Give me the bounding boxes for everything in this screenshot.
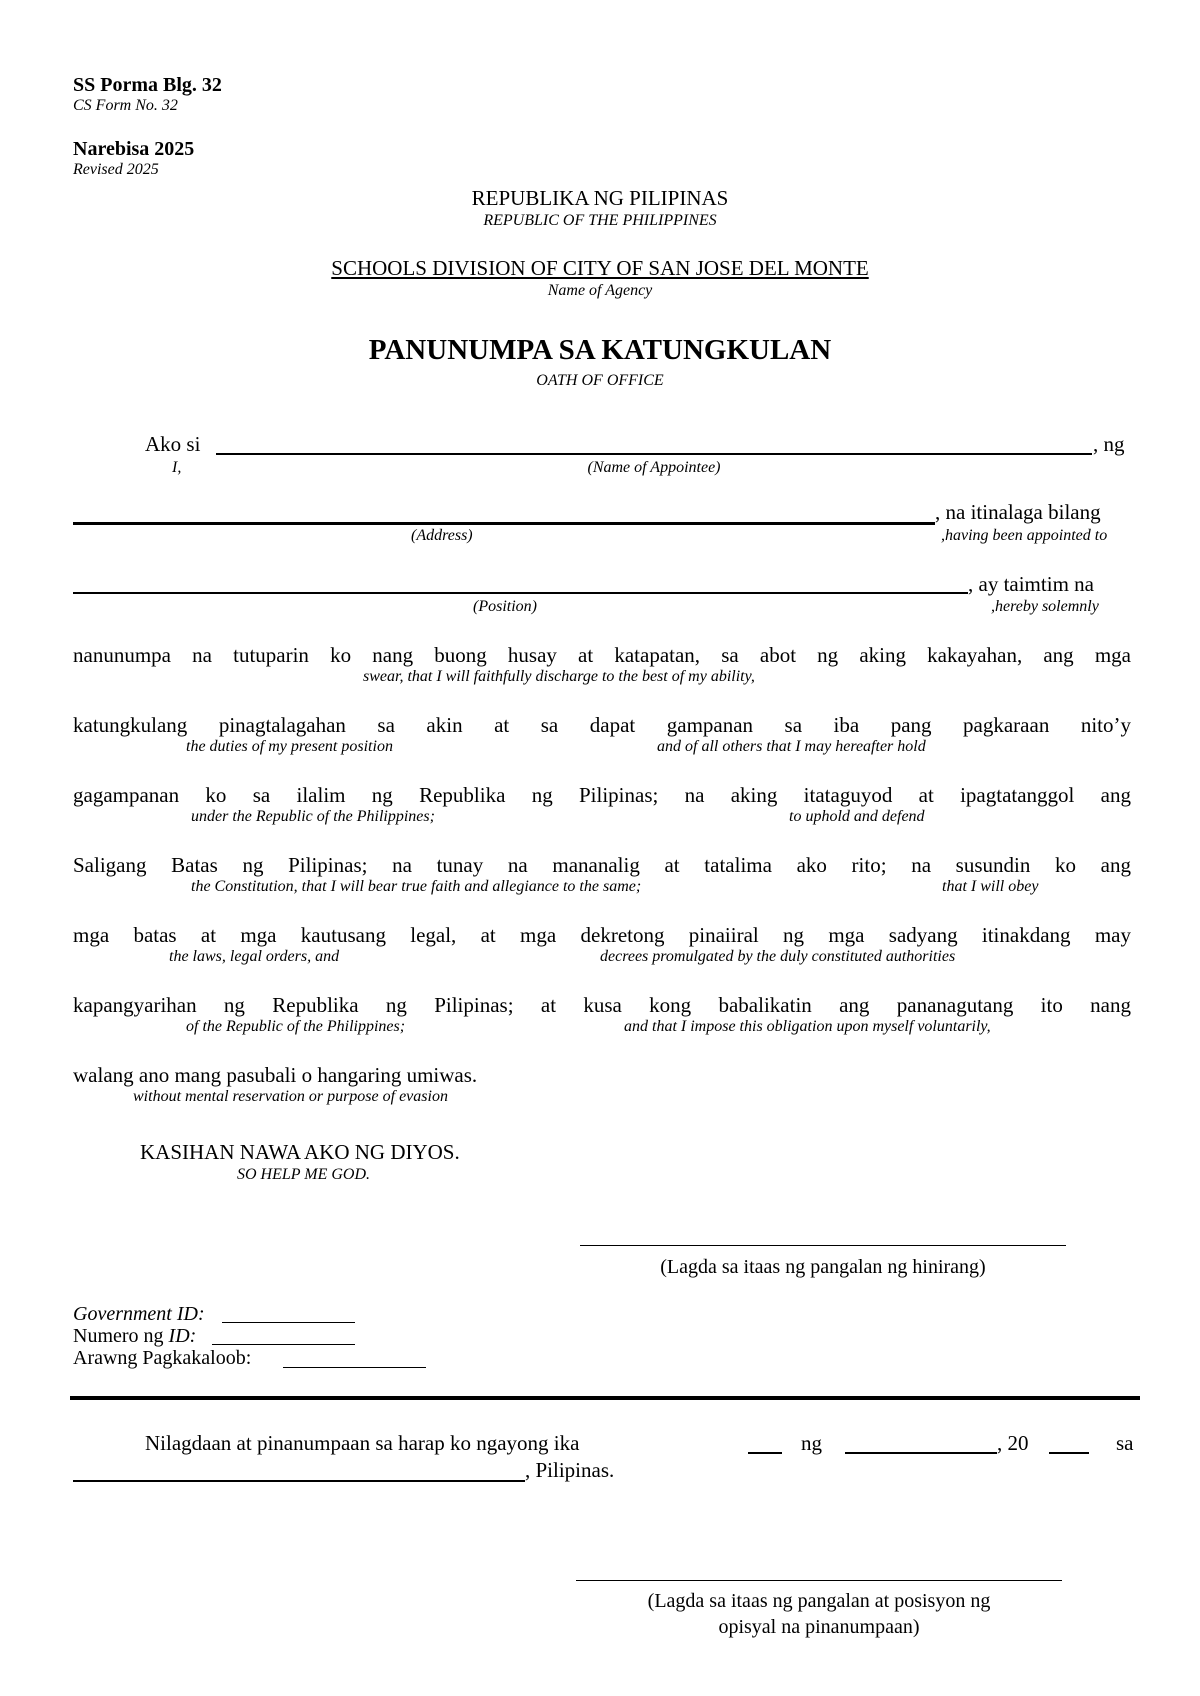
numero-id-prefix: Numero ng: [73, 1325, 169, 1347]
closing-text: KASIHAN NAWA AKO NG DIYOS.: [140, 1140, 460, 1164]
ako-si-label-en: I,: [172, 459, 182, 476]
officer-signature-label-2: opisyal na pinanumpaan): [718, 1616, 920, 1638]
form-number: SS Porma Blg. 32: [73, 74, 222, 96]
revised-label-en: Revised 2025: [73, 161, 159, 178]
ay-taimtim-label: , ay taimtim na: [968, 572, 1094, 596]
day-line[interactable]: [748, 1452, 782, 1454]
arawng-pagkakaloob-label: Arawng Pagkakaloob:: [73, 1347, 252, 1369]
body-gloss-1: swear, that I will faithfully discharge to the best of my ability,: [363, 668, 755, 685]
officer-signature-label-1: (Lagda sa itaas ng pangalan at posisyon ng: [647, 1590, 991, 1612]
body-gloss-2a: the duties of my present position: [186, 738, 393, 755]
form-number-en: CS Form No. 32: [73, 97, 178, 114]
agency-label: Name of Agency: [547, 282, 653, 299]
address-line[interactable]: [73, 522, 935, 525]
position-line[interactable]: [73, 592, 968, 594]
place-line[interactable]: [73, 1480, 525, 1482]
having-been-label: ,having been appointed to: [941, 527, 1108, 544]
appointee-signature-line[interactable]: [580, 1245, 1066, 1246]
government-id-label: Government ID:: [73, 1303, 205, 1325]
sworn-sa-label: sa: [1116, 1431, 1134, 1455]
address-label: (Address): [411, 527, 473, 544]
body-gloss-4b: that I will obey: [942, 878, 1039, 895]
ako-si-label: Ako si: [145, 432, 201, 456]
name-of-appointee-line[interactable]: [216, 453, 1092, 455]
body-gloss-3a: under the Republic of the Philippines;: [191, 808, 435, 825]
oath-title: PANUNUMPA SA KATUNGKULAN: [368, 334, 832, 366]
body-gloss-2b: and of all others that I may hereafter hold: [657, 738, 926, 755]
body-gloss-3b: to uphold and defend: [789, 808, 925, 825]
body-line-7: walang ano mang pasubali o hangaring umiwas.: [73, 1063, 478, 1087]
officer-signature-line[interactable]: [576, 1580, 1062, 1581]
body-gloss-5a: the laws, legal orders, and: [169, 948, 340, 965]
body-line-1: nanunumpa na tutuparin ko nang buong husay at katapatan, sa abot ng aking kakayahan, ang mga: [73, 643, 1131, 667]
hereby-label: ,hereby solemnly: [991, 598, 1099, 615]
body-gloss-7: without mental reservation or purpose of evasion: [133, 1088, 448, 1105]
oath-title-en: OATH OF OFFICE: [536, 372, 664, 389]
numero-id-line[interactable]: [212, 1344, 355, 1345]
republic-title-en: REPUBLIC OF THE PHILIPPINES: [483, 212, 717, 229]
body-gloss-5b: decrees promulgated by the duly constituted authorities: [600, 948, 956, 965]
body-gloss-6a: of the Republic of the Philippines;: [186, 1018, 406, 1035]
arawng-pagkakaloob-line[interactable]: [283, 1367, 426, 1368]
government-id-line[interactable]: [222, 1322, 355, 1323]
section-divider: [70, 1396, 1140, 1400]
ng-label: , ng: [1093, 432, 1125, 456]
year-line[interactable]: [1049, 1452, 1089, 1454]
sworn-pilipinas-label: , Pilipinas.: [525, 1458, 615, 1482]
month-line[interactable]: [845, 1452, 997, 1454]
body-gloss-4a: the Constitution, that I will bear true faith and allegiance to the same;: [191, 878, 642, 895]
agency-name: SCHOOLS DIVISION OF CITY OF SAN JOSE DEL MONTE: [331, 256, 869, 280]
sworn-text-part1: Nilagdaan at pinanumpaan sa harap ko ngayong ika: [145, 1431, 580, 1455]
revised-label: Narebisa 2025: [73, 138, 195, 160]
body-line-6: kapangyarihan ng Republika ng Pilipinas; at kusa kong babalikatin ang pananagutang ito nang: [73, 993, 1131, 1017]
numero-id-suffix: ID:: [168, 1325, 197, 1347]
body-line-5: mga batas at mga kautusang legal, at mga dekretong pinaiiral ng mga sadyang itinakdang may: [73, 923, 1131, 947]
republic-title: REPUBLIKA NG PILIPINAS: [471, 186, 729, 210]
na-itinalaga-label: , na itinalaga bilang: [935, 500, 1101, 524]
appointee-signature-label: (Lagda sa itaas ng pangalan ng hinirang): [660, 1256, 986, 1278]
sworn-ng-label: ng: [801, 1431, 822, 1455]
closing-text-en: SO HELP ME GOD.: [237, 1166, 371, 1183]
name-of-appointee-label: (Name of Appointee): [587, 459, 721, 476]
body-line-4: Saligang Batas ng Pilipinas; na tunay na mananalig at tatalima ako rito; na susundin ko ang: [73, 853, 1131, 877]
position-label: (Position): [473, 598, 537, 615]
body-line-3: gagampanan ko sa ilalim ng Republika ng Pilipinas; na aking itataguyod at ipagtatanggol ang: [73, 783, 1131, 807]
body-line-2: katungkulang pinagtalagahan sa akin at sa dapat gampanan sa iba pang pagkaraan nito’y: [73, 713, 1131, 737]
body-gloss-6b: and that I impose this obligation upon myself voluntarily,: [624, 1018, 991, 1035]
sworn-year-prefix: , 20: [997, 1431, 1029, 1455]
numero-id-label: [73, 1325, 196, 1348]
